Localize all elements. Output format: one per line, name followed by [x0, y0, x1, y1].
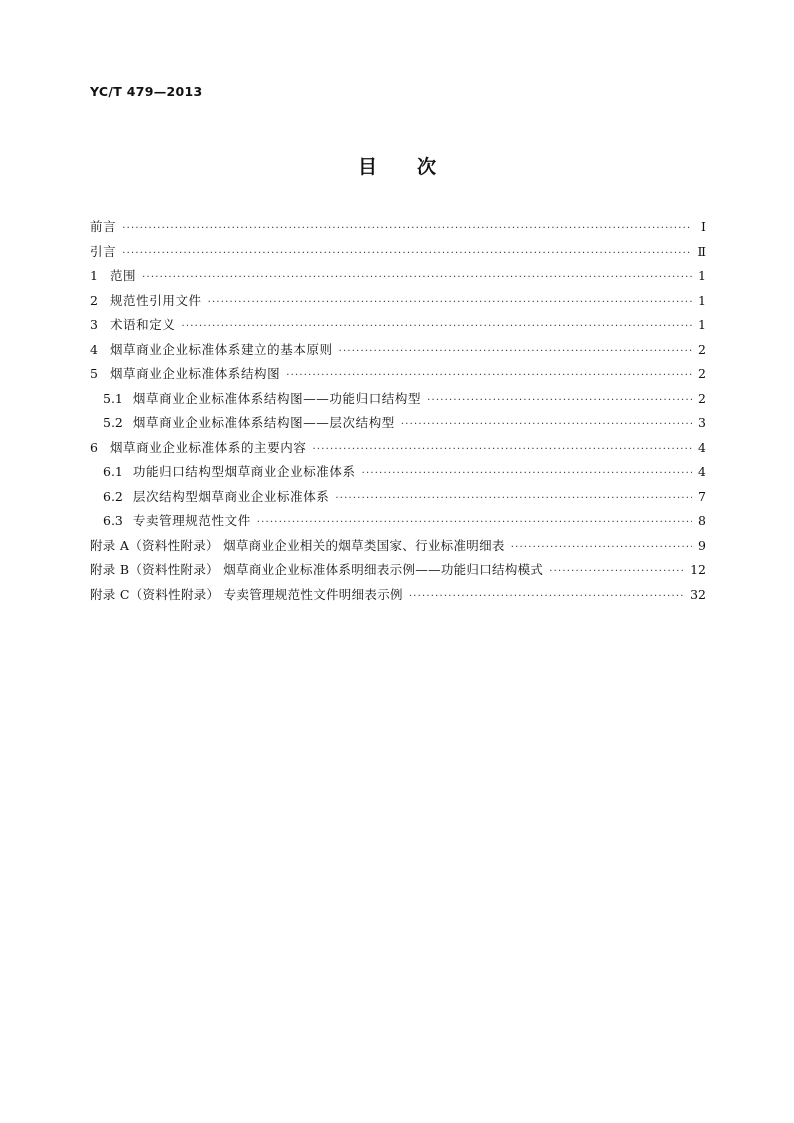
toc-entry-number: 6: [90, 439, 98, 455]
toc-title-char-1: 目: [357, 156, 377, 178]
toc-title-char-2: 次: [417, 156, 437, 178]
toc-entry-label: 附录 B（资料性附录） 烟草商业企业标准体系明细表示例——功能归口结构模式: [90, 562, 544, 577]
toc-entry-page: 3: [698, 415, 706, 430]
toc-entry-section-5-2[interactable]: [90, 411, 706, 436]
toc-leader-dots: [427, 389, 692, 414]
toc-entry-label: 功能归口结构型烟草商业企业标准体系: [132, 464, 356, 479]
toc-entry-page: 8: [698, 513, 706, 528]
toc-entry-page: 4: [698, 439, 706, 455]
toc-entry-annex-c[interactable]: [90, 583, 706, 608]
toc-leader-dots: [208, 291, 692, 316]
toc-entry-number: 5: [90, 366, 98, 381]
toc-entry-section-2[interactable]: [90, 289, 706, 314]
toc-entry-page: 1: [698, 292, 706, 308]
toc-entry-section-6-3[interactable]: [90, 509, 706, 534]
toc-entry-page: Ⅱ: [697, 243, 706, 259]
toc-entry-page: 9: [698, 537, 706, 553]
toc-entry-page: 1: [698, 268, 706, 283]
toc-leader-dots: [257, 511, 692, 536]
toc-entry-introduction[interactable]: [90, 240, 706, 265]
toc-entry-label: 规范性引用文件: [109, 292, 202, 308]
toc-entry-label: 烟草商业企业标准体系结构图——功能归口结构型: [132, 390, 422, 406]
toc-entry-section-6[interactable]: [90, 436, 706, 461]
toc-entry-label: 附录 A（资料性附录） 烟草商业企业相关的烟草类国家、行业标准明细表: [90, 537, 505, 553]
toc-entry-foreword[interactable]: [90, 215, 706, 240]
toc-entry-page: 2: [698, 390, 706, 406]
toc-entry-label: 范围: [109, 268, 137, 283]
toc-leader-dots: [142, 266, 692, 291]
toc-entry-section-4[interactable]: [90, 338, 706, 363]
toc-leader-dots: [362, 462, 692, 487]
toc-entry-number: 4: [90, 341, 98, 357]
toc-entry-number: 5.1: [103, 390, 123, 406]
toc-entry-section-6-1[interactable]: [90, 460, 706, 485]
toc-leader-dots: [401, 413, 692, 438]
table-of-contents: [90, 215, 706, 607]
toc-leader-dots: [286, 364, 692, 389]
toc-entry-page: 12: [690, 562, 706, 577]
toc-entry-label: 专卖管理规范性文件: [132, 513, 251, 528]
toc-entry-number: 2: [90, 292, 98, 308]
toc-leader-dots: [511, 536, 692, 561]
toc-entry-number: 1: [90, 268, 98, 283]
toc-title: [0, 152, 794, 179]
toc-entry-page: 32: [690, 586, 706, 602]
toc-entry-section-5[interactable]: [90, 362, 706, 387]
toc-entry-page: Ⅰ: [701, 219, 706, 234]
toc-entry-label: 术语和定义: [109, 317, 176, 332]
toc-entry-label: 引言: [90, 243, 117, 259]
toc-entry-number: 5.2: [103, 415, 123, 430]
toc-entry-label: 前言: [90, 219, 117, 234]
toc-leader-dots: [122, 242, 691, 267]
toc-leader-dots: [549, 560, 684, 585]
toc-entry-label: 烟草商业企业标准体系建立的基本原则: [109, 341, 333, 357]
toc-entry-label: 附录 C（资料性附录） 专卖管理规范性文件明细表示例: [90, 586, 403, 602]
toc-leader-dots: [339, 340, 692, 365]
toc-entry-page: 7: [698, 488, 706, 504]
toc-leader-dots: [122, 217, 692, 242]
toc-entry-annex-a[interactable]: [90, 534, 706, 559]
toc-leader-dots: [312, 438, 692, 463]
toc-leader-dots: [409, 585, 684, 610]
toc-entry-label: 层次结构型烟草商业企业标准体系: [132, 488, 330, 504]
toc-entry-label: 烟草商业企业标准体系结构图: [109, 366, 281, 381]
toc-entry-number: 3: [90, 317, 98, 332]
toc-entry-label: 烟草商业企业标准体系结构图——层次结构型: [132, 415, 395, 430]
toc-leader-dots: [335, 487, 692, 512]
toc-entry-annex-b[interactable]: [90, 558, 706, 583]
toc-leader-dots: [181, 315, 692, 340]
toc-entry-number: 6.2: [103, 488, 123, 504]
document-code: YC/T 479—2013: [90, 84, 203, 99]
toc-entry-page: 4: [698, 464, 706, 479]
toc-entry-section-1[interactable]: [90, 264, 706, 289]
toc-entry-number: 6.3: [103, 513, 123, 528]
toc-entry-page: 2: [698, 341, 706, 357]
toc-entry-section-6-2[interactable]: [90, 485, 706, 510]
toc-entry-page: 2: [698, 366, 706, 381]
toc-entry-label: 烟草商业企业标准体系的主要内容: [109, 439, 307, 455]
toc-entry-section-5-1[interactable]: [90, 387, 706, 412]
toc-entry-section-3[interactable]: [90, 313, 706, 338]
toc-entry-number: 6.1: [103, 464, 123, 479]
toc-entry-page: 1: [698, 317, 706, 332]
